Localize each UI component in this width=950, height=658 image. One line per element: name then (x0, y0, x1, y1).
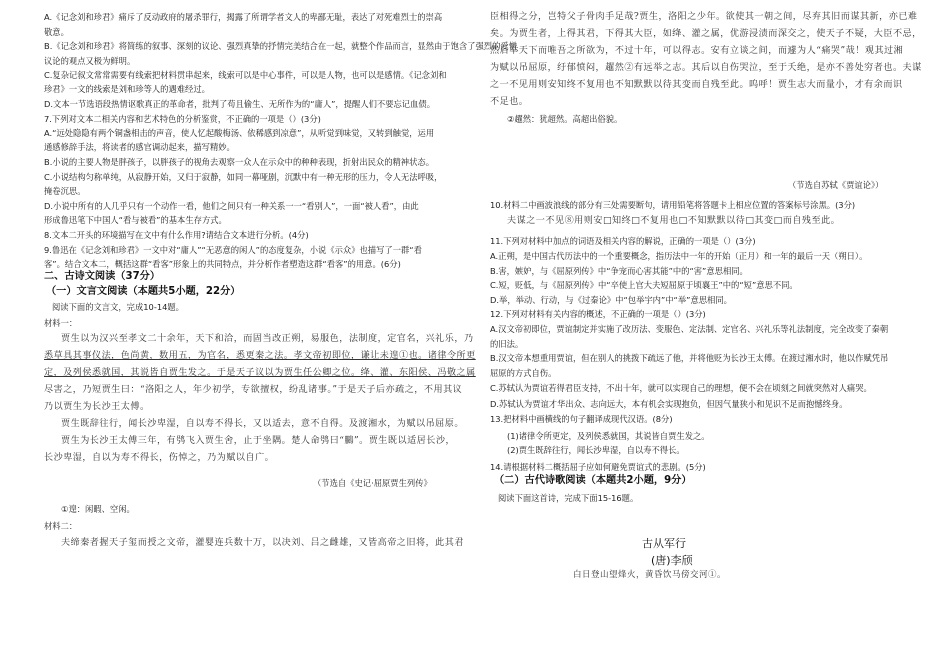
left-line-29: 贾生为长沙王太傅三年，有鸮飞入贾生舍，止于坐隅。楚人命鸮曰“鵩”。贾生既以适居长沙， (61, 436, 456, 446)
left-line-9: A.“远处隐隐有两个铜盏相击的声音，使人忆起酸梅汤、依稀感到凉意”，从听觉到味觉，又转到触觉，运用 (44, 128, 435, 138)
left-line-26: 尽害之，乃短贾生曰：“洛阳之人，年少初学，专欲擅权，纷乱诸事。”于是天子后亦疏之，不用其议 (44, 385, 463, 395)
right-line-17: 的旧法。 (490, 339, 524, 349)
right-line-25: 14.请根据材料二概括屈子应如何避免贾谊式的悲剧。(5分) (490, 462, 706, 472)
left-line-33: 夫缔秦者握天子玺而授之文帝，灌婴连兵数十万，以决刘、吕之雌雄，又皆高帝之旧将，此其君 (61, 538, 464, 548)
right-line-24: (2)贾生既辞往行，闻长沙卑湿，自以寿不得长。 (507, 445, 685, 455)
right-line-21: D.苏轼认为贾谊才华出众、志向远大，本有机会实现抱负，但因气量狭小和见识不足而抱憾终身。 (490, 399, 848, 409)
left-line-19: 二、古诗文阅读（37分） (44, 271, 161, 282)
right-line-26: （二）古代诗歌阅读（本题共2小题，9分） (494, 475, 692, 486)
right-line-23: (1)诸律令所更定，及列侯悉就国，其说皆自贾生发之。 (507, 431, 710, 441)
right-line-2: 矣。为贾生者，上得其君，下得其大臣，如绛、灌之属，优游浸渍而深交之，使天子不疑，大臣不忌， (490, 29, 922, 39)
left-line-2: 敬意。 (44, 27, 69, 37)
right-line-10: 11.下列对材料中加点的词语及相关内容的解说，正确的一项是（）(3分) (490, 236, 756, 246)
right-line-4: 为赋以吊屈原，纡郁愤闷，趯然②有远举之志。其后以自伤哭泣，至于夭绝，是亦不善处穷者也。夫谋 (490, 63, 922, 73)
right-line-5: 之一不见用则安知终不复用也不知默默以待其变而自残至此。呜呼！贾生志大而量小，才有余而识 (490, 80, 903, 90)
right-line-9: 夫谋之一不见⑧用则安□知终□不复用也□不知默默以待□其变□而自残至此。 (507, 216, 841, 226)
right-source-citation: （节选自苏轼《贾谊论》） (788, 180, 884, 190)
right-line-18: B.汉文帝本想重用贾谊，但在别人的挑拨下疏远了他，并将他贬为长沙王太傅。在渡过湘水时，他以作赋凭吊 (490, 353, 889, 363)
left-line-23: 贾生以为汉兴至孝文二十余年，天下和洽，而固当改正朔，易服色，法制度，定官名，兴礼乐，乃 (61, 334, 474, 344)
left-line-28: 贾生既辞往行，闻长沙卑湿，自以寿不得长，又以适去，意不自得。及渡湘水，为赋以吊屈原。 (61, 419, 464, 429)
right-column (490, 0, 920, 658)
left-line-8: 7.下列对文本二相关内容和艺术特色的分析鉴赏，不正确的一项是（）(3分) (44, 114, 321, 124)
left-line-13: 掩卷沉思。 (44, 186, 86, 196)
right-line-7: ②趯然：犹超然。高超出俗貌。 (507, 114, 623, 124)
left-line-6: 珍君》一文的线索是刘和珍等人的遇难经过。 (44, 84, 210, 94)
right-line-8: 10.材料二中画波浪线的部分有三处需要断句，请用铅笔将答题卡上相应位置的答案标号涂黑。(3分) (490, 200, 856, 210)
right-line-1: 臣相得之分，岂特父子骨肉手足哉?贾生，洛阳之少年。欲使其一朝之间，尽弃其旧而谋其新，亦已难 (490, 12, 918, 22)
left-line-1: A.《记念刘和珍君》痛斥了反动政府的屠杀罪行，揭露了所谓学者文人的卑鄙无耻，表达了对死难烈士的崇高 (44, 12, 443, 22)
poem-author: (唐)李颀 (651, 554, 693, 567)
left-line-3: B.《记念刘和珍君》将简练的叙事、深刻的议论、强烈真挚的抒情完美结合在一起，就整个作品而言，显然由于饱含了强烈的爱憎 (44, 41, 517, 51)
left-line-11: B.小说的主要人物是胖孩子，以胖孩子的视角去观察一众人在示众中的种种表现，折射出民众的精神状态。 (44, 157, 434, 167)
left-line-27: 乃以贾生为长沙王太傅。 (44, 402, 150, 412)
right-line-12: B.害，嫉妒，与《屈原列传》中“争宠而心害其能”中的“害”意思相同。 (490, 266, 748, 276)
right-line-11: A.正朔，是中国古代历法中的一个重要概念，指历法中一年的开始（正月）和一年的最后一天（朔日）。 (490, 251, 868, 261)
left-line-32: 材料二： (44, 521, 78, 531)
left-line-7: D.文本一节选语段热情讴歌真正的革命者，批判了苟且偷生、无所作为的“庸人”，提醒人们不要忘记血债。 (44, 99, 435, 109)
left-source-citation: （节选自《史记·屈原贾生列传》 (313, 478, 432, 488)
poem-title: 古从军行 (642, 537, 686, 550)
left-line-17: 9.鲁迅在《记念刘和珍君》一文中对“庸人”“无恶意的闲人”的态度复杂，小说《示众》也描写了一群“看 (44, 245, 422, 255)
left-line-30: 长沙卑湿，自以为寿不得长，伤悼之，乃为赋以自广。 (44, 453, 275, 463)
right-line-13: C.短，贬低，与《屈原列传》中“卒使上官大夫短屈原于顷襄王”中的“短”意思不同。 (490, 280, 798, 290)
right-line-20: C.苏轼认为贾谊若得君臣支持，不出十年，就可以实现自己的理想，便不会在顷刻之间就突然对人痛哭。 (490, 383, 872, 393)
right-line-14: D.举，举动、行动，与《过秦论》中“包举宇内”中“举”意思相同。 (490, 295, 732, 305)
right-line-3: 然后举天下而唯吾之所欲为，不过十年，可以得志。安有立谈之间，而遽为人“痛哭”哉！观其过湘 (490, 46, 904, 56)
left-line-10: 通感修辞手法，将读者的感官调动起来，描写精妙。 (44, 142, 235, 152)
left-line-18: 客”。结合文本二，概括这群“看客”形象上的共同特点，并分析作者塑造这群“看客”的用意。(6分) (44, 259, 401, 269)
left-line-25: 定，及列侯悉就国，其说皆自贾生发之。于是天子议以为贾生任公卿之位。绛、灌、东阳侯、冯敬之属 (44, 368, 476, 378)
right-line-6: 不足也。 (490, 97, 529, 107)
left-line-4: 议论的观点又极为鲜明。 (44, 56, 136, 66)
right-line-19: 屈原的方式自伤。 (490, 368, 557, 378)
left-line-31: ①遑：闲暇、空闲。 (61, 504, 135, 514)
left-line-16: 8.文本二开头的环境描写在文中有什么作用?请结合文本进行分析。(4分) (44, 230, 309, 240)
left-line-20: （一）文言文阅读（本题共5小题，22分） (46, 286, 241, 297)
right-line-22: 13.把材料中画横线的句子翻译成现代汉语。(8分) (490, 414, 673, 424)
poem-line-1: 白日登山望烽火，黄昏饮马傍交河①。 (573, 570, 727, 580)
right-line-16: A.汉文帝初即位，贾谊制定并实施了改历法、变服色、定法制、定官名、兴礼乐等礼法制度，完全改变了秦朝 (490, 324, 889, 334)
left-line-5: C.复杂记叙文常常需要有线索把材料贯串起来，线索可以是中心事件，可以是人物，也可以是感情。《记念刘和 (44, 70, 447, 80)
left-line-14: D.小说中所有的人几乎只有一个动作一看，他们之间只有一种关系一一“看别人”，一面“被人看”，由此 (44, 201, 419, 211)
left-line-24: 悉草具其事仪法，色尚黄，数用五，为官名，悉更秦之法。孝文帝初即位，谦让未遑①也。诸律令所更 (44, 351, 476, 361)
right-line-27: 阅读下面这首诗，完成下面15-16题。 (498, 493, 639, 503)
right-line-15: 12.下列对材料有关内容的概述，不正确的一项是（）(3分) (490, 309, 706, 319)
left-line-22: 材料一： (44, 318, 78, 328)
left-line-12: C.小说结构匀称单纯，从寂静开始，又归于寂静，如同一幕哑剧，沉默中有一种无形的压力，令人无法呼吸， (44, 172, 443, 182)
left-line-21: 阅读下面的文言文，完成10-14题。 (52, 302, 184, 312)
left-line-15: 形成鲁迅笔下中国人“看与被看”的基本生存方式。 (44, 215, 227, 225)
